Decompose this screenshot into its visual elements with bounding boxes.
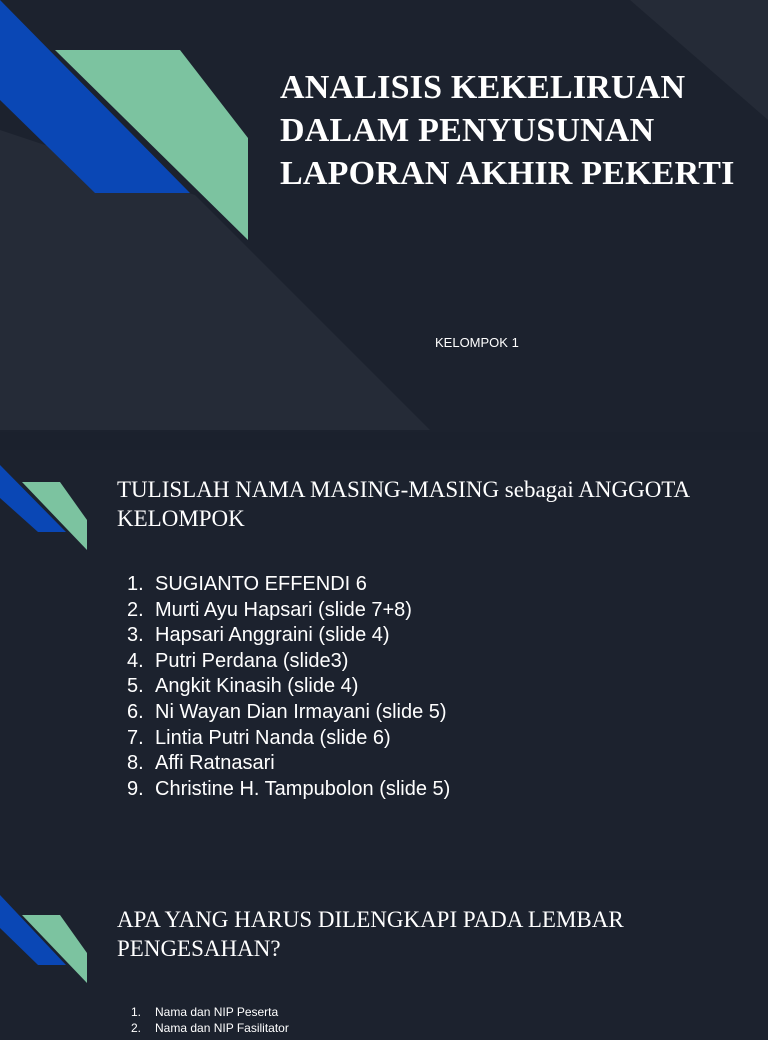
list-item: 5. Angkit Kinasih (slide 4) xyxy=(127,675,359,698)
list-item: 9. Christine H. Tampubolon (slide 5) xyxy=(127,777,451,800)
slide-title xyxy=(0,0,768,432)
approval-list xyxy=(131,1004,289,1036)
list-item: 2. Nama dan NIP Fasilitator xyxy=(131,1021,289,1035)
list-item: 1. Nama dan NIP Peserta xyxy=(131,1005,279,1019)
list-item: 4. Putri Perdana (slide3) xyxy=(127,649,349,672)
slide-heading: APA YANG HARUS DILENGKAPI PADA LEMBAR PENGESAHAN? xyxy=(117,907,624,961)
slide-subtitle: KELOMPOK 1 xyxy=(435,335,519,350)
slide-approval-sheet xyxy=(0,880,768,1040)
list-item: 1. SUGIANTO EFFENDI 6 xyxy=(127,573,367,595)
slide-title-text: ANALISIS KEKELIRUAN DALAM PENYUSUNAN LAPORAN AKHIR PEKERTI xyxy=(280,69,735,192)
list-item: 7. Lintia Putri Nanda (slide 6) xyxy=(127,726,391,749)
slide-heading: TULISLAH NAMA MASING-MASING sebagai ANGGOTA KELOMPOK xyxy=(117,477,689,531)
list-item: 2. Murti Ayu Hapsari (slide 7+8) xyxy=(127,598,412,621)
list-item: 3. Hapsari Anggraini (slide 4) xyxy=(127,624,390,647)
slide-members xyxy=(0,450,768,870)
decorative-shapes xyxy=(0,0,768,432)
list-item: 8. Affi Ratnasari xyxy=(127,752,275,775)
list-item: 6. Ni Wayan Dian Irmayani (slide 5) xyxy=(127,700,447,723)
member-list xyxy=(127,572,450,802)
